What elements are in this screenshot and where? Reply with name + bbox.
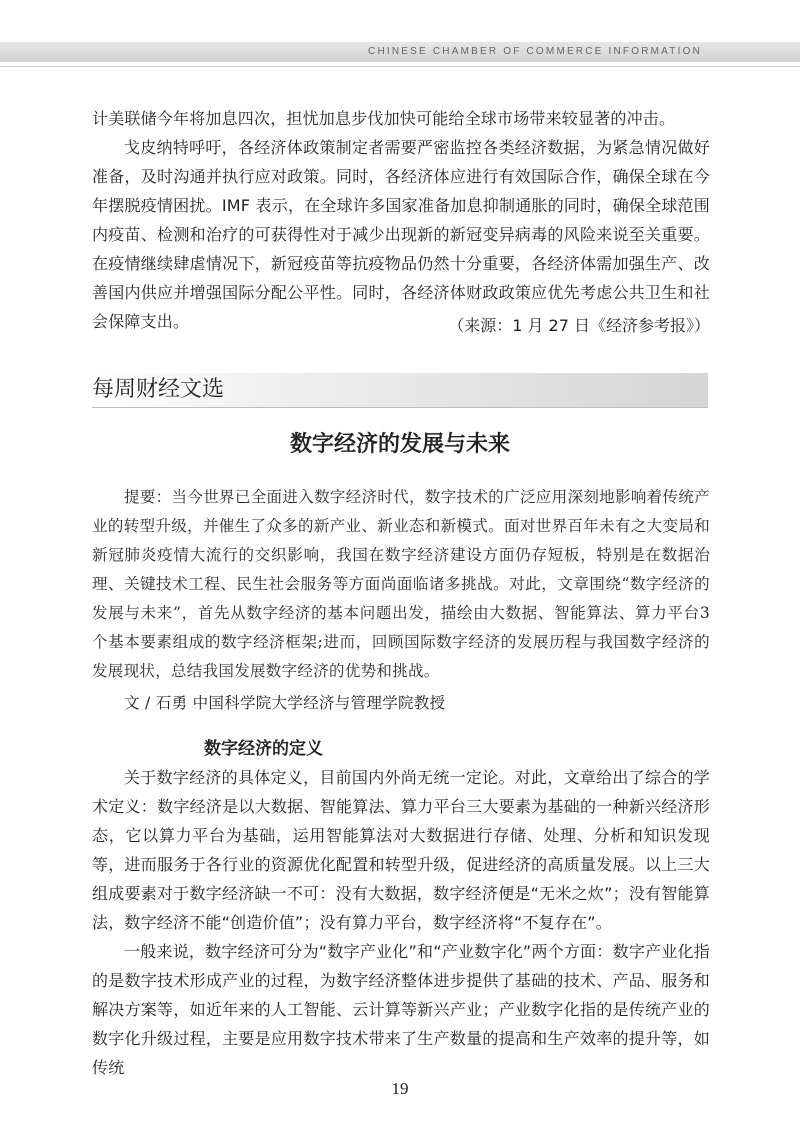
running-header-title: CHINESE CHAMBER OF COMMERCE INFORMATION bbox=[368, 46, 702, 57]
article-body-paragraph-2: 一般来说，数字经济可分为“数字产业化”和“产业数字化”两个方面：数字产业化指的是数字技术形成产业的过程，为数字经济整体进步提供了基础的技术、产品、服务和解决方案等，如近年来的人工智能、云计算等新兴产业；产业数字化指的是传统产业的数字化升级过程，主要是应用数字技术带来了生产数量的提高和生产效率的提升等，如传统 bbox=[92, 942, 710, 1077]
article-subheading: 数字经济的定义 bbox=[204, 739, 323, 759]
previous-article-source: （来源：1 月 27 日《经济参考报》） bbox=[448, 316, 710, 335]
section-header-bar bbox=[92, 373, 708, 408]
article-byline: 文 / 石勇 中国科学院大学经济与管理学院教授 bbox=[124, 694, 446, 712]
previous-article-paragraph-1: 计美联储今年将加息四次，担忧加息步伐加快可能给全球市场带来较显著的冲击。 bbox=[92, 109, 676, 128]
page-number: 19 bbox=[391, 1079, 409, 1098]
section-title: 每周财经文选 bbox=[92, 377, 225, 402]
article-abstract: 提要：当今世界已全面进入数字经济时代，数字技术的广泛应用深刻地影响着传统产业的转型升级，并催生了众多的新产业、新业态和新模式。面对世界百年未有之大变局和新冠肺炎疫情大流行的交织影响，我国在数字经济建设方面仍存短板，特别是在数据治理、关键技术工程、民生社会服务等方面尚面临诸多挑战。对此，文章围绕“数字经济的发展与未来”，首先从数字经济的基本问题出发，描绘由大数据、智能算法、算力平台3个基本要素组成的数字经济框架;进而，回顾国际数字经济的发展历程与我国数字经济的发展现状，总结我国发展数字经济的优势和挑战。 bbox=[92, 488, 710, 680]
article-title: 数字经济的发展与未来 bbox=[289, 432, 510, 457]
running-header-bar bbox=[0, 42, 800, 62]
header-divider bbox=[0, 66, 800, 67]
article-body-paragraph-1: 关于数字经济的具体定义，目前国内外尚无统一定论。对此，文章给出了综合的学术定义：数字经济是以大数据、智能算法、算力平台三大要素为基础的一种新兴经济形态，它以算力平台为基础，运用智能算法对大数据进行存储、处理、分析和知识发现等，进而服务于各行业的资源优化配置和转型升级，促进经济的高质量发展。以上三大组成要素对于数字经济缺一不可：没有大数据，数字经济便是“无米之炊”；没有智能算法，数字经济不能“创造价值”；没有算力平台，数字经济将“不复存在”。 bbox=[92, 768, 710, 932]
previous-article-paragraph-2: 戈皮纳特呼吁，各经济体政策制定者需要严密监控各类经济数据，为紧急情况做好准备，及时沟通并执行应对政策。同时，各经济体应进行有效国际合作，确保全球在今年摆脱疫情困扰。IMF 表示，在全球许多国家准备加息抑制通胀的同时，确保全球范围内疫苗、检测和治疗的可获得性对于减少出现新的新冠变异病毒的风险来说至关重要。在疫情继续肆虐情况下，新冠疫苗等抗疫物品仍然十分重要，各经济体需加强生产、改善国内供应并增强国际分配公平性。同时，各经济体财政政策应优先考虑公共卫生和社会保障支出。 bbox=[92, 138, 710, 331]
